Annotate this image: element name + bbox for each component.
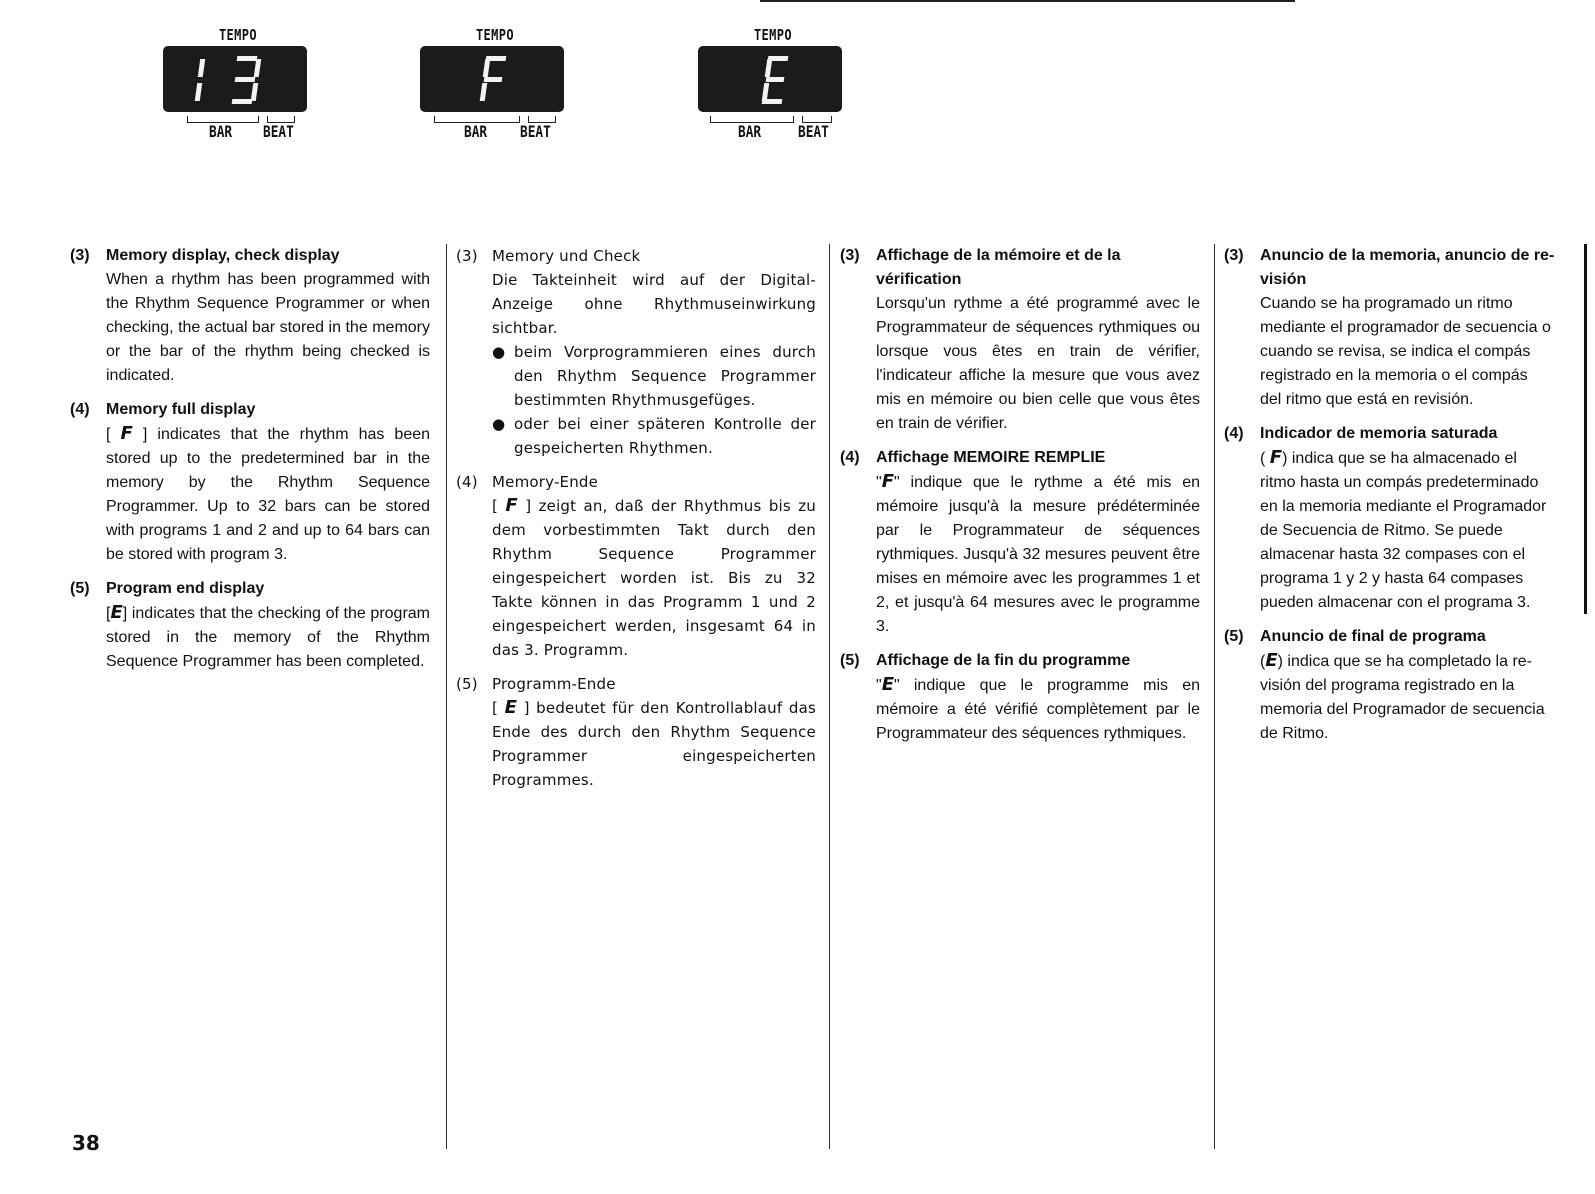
en-section-3 xyxy=(70,244,430,388)
e-symbol: E xyxy=(1265,650,1278,671)
section-heading: Affichage de la fin du programme xyxy=(876,652,1131,669)
symbol-open: [ xyxy=(492,497,499,515)
led-segment xyxy=(195,83,203,101)
symbol-close: ] xyxy=(142,426,148,443)
en-section-4 xyxy=(70,398,430,567)
de-section-5 xyxy=(456,672,816,792)
text-line: almacenar hasta 32 compases con el xyxy=(1260,546,1526,563)
section-heading: Anuncio de final de programa xyxy=(1260,628,1486,645)
section-body xyxy=(492,494,816,662)
tempo-label: TEMPO xyxy=(218,26,258,44)
section-body xyxy=(876,470,1200,639)
f-symbol: F xyxy=(881,471,894,492)
section-text: indicates that the checking of the program stored in the memory of the Rhythm Sequence Programmer has been completed. xyxy=(106,605,431,670)
symbol-close: " xyxy=(893,677,900,694)
section-text: indica que se ha completado la re- xyxy=(1287,653,1532,670)
e-symbol: E xyxy=(504,697,518,718)
bullet-icon: ● xyxy=(492,415,506,433)
section-text: indicates that the rhythm has been stored up to the predetermined bar in the memory by the Rhythm Sequence Programmer. Up to 32 bars can be stored with programs 1 and 2 and up to 64 bars can be stored with program 3. xyxy=(106,426,431,563)
symbol-close: ] xyxy=(525,497,532,515)
section-heading: visión xyxy=(1260,271,1307,288)
section-number: (3) xyxy=(70,247,90,264)
section-heading: Memory display, check display xyxy=(106,247,340,264)
section-heading: Memory full display xyxy=(106,401,256,418)
text-line: de Secuencia de Ritmo. Se puede xyxy=(1260,522,1503,539)
es-section-5 xyxy=(1224,625,1595,746)
section-number: (4) xyxy=(840,449,860,466)
tempo-display-3 xyxy=(698,26,848,146)
symbol-close: ] xyxy=(122,605,128,622)
fr-section-4 xyxy=(840,446,1200,639)
section-heading: Program end display xyxy=(106,580,265,597)
led-segment xyxy=(235,77,256,82)
text-line: memoria del Programador de secuencia xyxy=(1260,701,1545,718)
f-symbol: F xyxy=(1269,447,1283,468)
led-segment xyxy=(762,99,783,104)
text-line: registrado en la memoria o el compás xyxy=(1260,367,1528,384)
de-section-4 xyxy=(456,470,816,662)
led-segment xyxy=(254,59,262,77)
symbol-open: [ xyxy=(106,605,111,622)
section-text: indique que le rythme a été mis en mémoire jusqu'à la mesure prédéterminée par le Programmateur de séquences rythmiques. Jusqu'à 32 mesures peuvent être mises en mémoire avec les programmes 1 et 2, et jusqu'à 64 mesures avec le programme 3. xyxy=(876,474,1200,635)
tempo-label: TEMPO xyxy=(475,26,515,44)
bullet-icon: ● xyxy=(492,343,506,361)
section-body xyxy=(106,422,430,567)
section-heading: Indicador de memoria saturada xyxy=(1260,425,1498,442)
tempo-display-2 xyxy=(420,26,570,146)
text-line xyxy=(1260,446,1595,471)
symbol-close: ) xyxy=(1277,653,1283,670)
english-column xyxy=(70,244,430,684)
section-number: (3) xyxy=(840,247,860,264)
led-segment xyxy=(198,59,206,77)
symbol-open: ( xyxy=(1260,653,1266,670)
spanish-column xyxy=(1224,244,1595,756)
section-heading: Affichage MEMOIRE REMPLIE xyxy=(876,449,1106,466)
bullet-text: oder bei einer späteren Kontrolle der gespeicherten Rhythmen. xyxy=(514,415,816,457)
french-column xyxy=(840,244,1200,756)
section-number: (5) xyxy=(1224,628,1244,645)
symbol-open: ( xyxy=(1260,450,1266,467)
section-text: indique que le programme mis en mémoire a été vérifié complètement par le Programmateur des séquences rythmiques. xyxy=(876,677,1200,742)
text-line: cuando se revisa, se indica el compás xyxy=(1260,343,1531,360)
fr-section-5 xyxy=(840,649,1200,746)
text-line: Cuando se ha programado un ritmo xyxy=(1260,295,1513,312)
section-heading: Memory und Check xyxy=(492,247,641,265)
section-text: indica que se ha almacenado el xyxy=(1291,450,1517,467)
section-body: Die Takteinheit wird auf der Digital-Anzeige ohne Rhythmuseinwirkung sichtbar. xyxy=(492,271,816,337)
f-symbol: F xyxy=(120,423,133,444)
column-divider xyxy=(829,244,830,1149)
section-number: (5) xyxy=(840,652,860,669)
led-screen xyxy=(698,46,842,112)
top-rule xyxy=(760,0,1295,2)
symbol-open: [ xyxy=(492,699,499,717)
section-number: (3) xyxy=(1224,247,1244,264)
led-segment xyxy=(232,99,253,104)
en-section-5 xyxy=(70,577,430,674)
bullet-text: beim Vorprogrammieren eines durch den Rhythm Sequence Programmer bestimmten Rhythmusgefüges. xyxy=(514,343,816,409)
e-symbol: E xyxy=(110,602,123,623)
section-number: (5) xyxy=(456,675,478,693)
beat-label: BEAT xyxy=(263,122,294,141)
text-line xyxy=(1260,649,1595,674)
section-text: bedeutet für den Kontrollablauf das Ende des durch den Rhythm Sequence Programmer eingespeicherten Programmes. xyxy=(492,699,817,789)
column-divider xyxy=(446,244,447,1149)
section-body xyxy=(876,673,1200,746)
led-segment xyxy=(483,59,491,77)
german-column xyxy=(456,244,816,802)
bar-label: BAR xyxy=(209,122,233,141)
symbol-close: ) xyxy=(1282,450,1288,467)
de-section-3 xyxy=(456,244,816,460)
section-body xyxy=(492,696,816,792)
section-body xyxy=(106,601,430,674)
section-number: (3) xyxy=(456,247,478,265)
e-symbol: E xyxy=(881,674,894,695)
section-number: (4) xyxy=(456,473,478,491)
es-section-4 xyxy=(1224,422,1595,615)
section-heading: Programm-Ende xyxy=(492,675,616,693)
led-segment xyxy=(766,77,785,82)
led-segment xyxy=(765,59,773,77)
led-segment xyxy=(237,56,258,61)
text-line: visión del programa registrado en la xyxy=(1260,677,1515,694)
es-section-3 xyxy=(1224,244,1595,412)
symbol-open: " xyxy=(876,474,882,491)
led-screen xyxy=(163,46,307,112)
section-body: Lorsqu'un rythme a été programmé avec le Programmateur de séquences rythmiques ou lorsque vous êtes en train de vérifier, l'indicateur affiche la mesure que vous avez mis en mémoire ou bien celle que vous êtes en train de vérifier. xyxy=(876,295,1200,432)
text-line: de Ritmo. xyxy=(1260,725,1329,742)
section-heading: Memory-Ende xyxy=(492,473,599,491)
f-symbol: F xyxy=(505,495,518,516)
led-screen xyxy=(420,46,564,112)
symbol-open: " xyxy=(876,677,882,694)
bar-label: BAR xyxy=(464,122,488,141)
page-number: 38 xyxy=(72,1131,100,1155)
column-divider xyxy=(1214,244,1215,1149)
fr-section-3 xyxy=(840,244,1200,436)
beat-label: BEAT xyxy=(520,122,551,141)
text-line: del ritmo que está en revisión. xyxy=(1260,391,1474,408)
symbol-close: " xyxy=(893,474,900,491)
text-line: pueden almacenar con el programa 3. xyxy=(1260,594,1531,611)
section-number: (5) xyxy=(70,580,90,597)
beat-label: BEAT xyxy=(798,122,829,141)
led-segment xyxy=(484,77,503,82)
section-body: When a rhythm has been programmed with the Rhythm Sequence Programmer or when checking, the actual bar stored in the memory or the bar of the rhythm being checked is indicated. xyxy=(106,271,430,384)
text-line: mediante el programador de secuencia o xyxy=(1260,319,1551,336)
text-line: en la memoria mediante el Programador xyxy=(1260,498,1547,515)
bar-label: BAR xyxy=(738,122,762,141)
section-heading: Affichage de la mémoire et de la vérification xyxy=(876,247,1121,288)
section-text: zeigt an, daß der Rhythmus bis zu dem vorbestimmten Takt durch den Rhythm Sequence Programmer eingespeichert worden ist. Bis zu 32 Takte können in das Programm 1 und 2 eingespeichert werden, insgesamt 64 in das 3. Programm. xyxy=(492,497,817,659)
page-edge xyxy=(1584,244,1587,614)
section-heading: Anuncio de la memoria, anuncio de re- xyxy=(1260,247,1555,264)
led-segment xyxy=(480,83,488,101)
symbol-close: ] xyxy=(523,699,530,717)
section-number: (4) xyxy=(1224,425,1244,442)
tempo-display-1 xyxy=(163,26,313,146)
tempo-label: TEMPO xyxy=(753,26,793,44)
bullet-item xyxy=(492,412,816,460)
text-line: ritmo hasta un compás predeterminado xyxy=(1260,474,1539,491)
bullet-item xyxy=(492,340,816,412)
text-line: programa 1 y 2 y hasta 64 compases xyxy=(1260,570,1524,587)
symbol-open: [ xyxy=(106,426,111,443)
section-number: (4) xyxy=(70,401,90,418)
